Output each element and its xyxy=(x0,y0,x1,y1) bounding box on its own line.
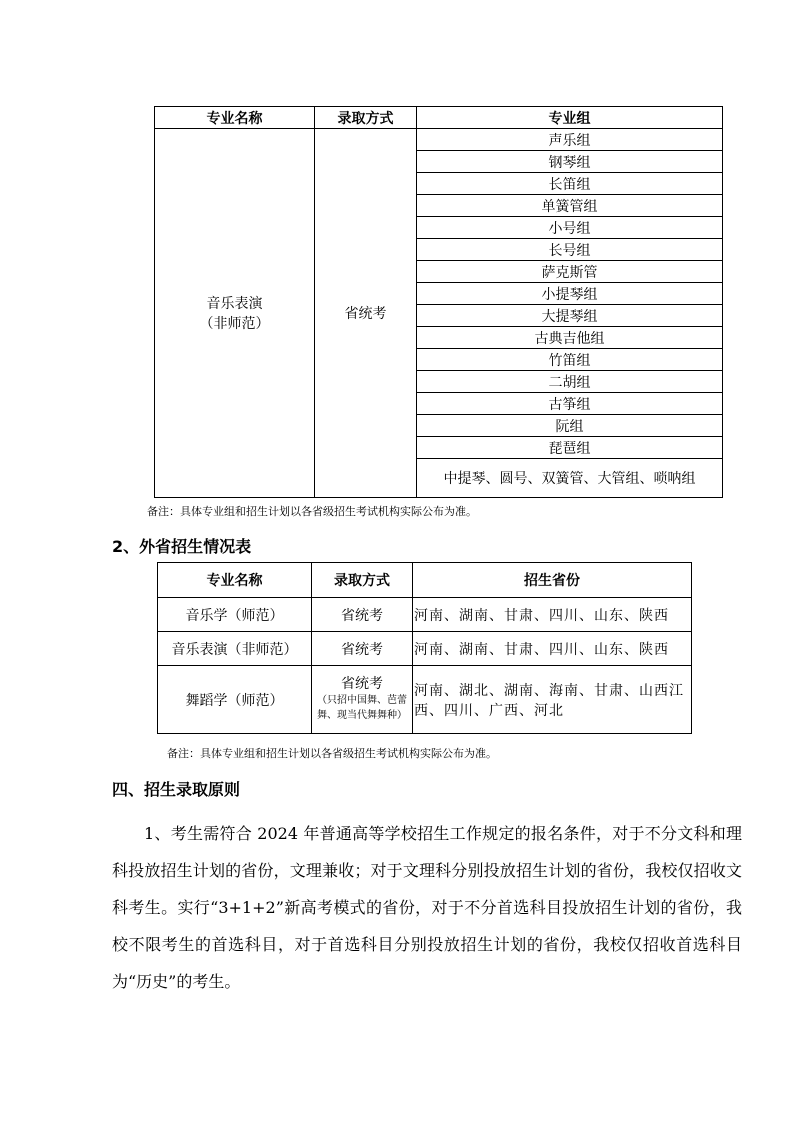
major-name: 音乐表演 xyxy=(206,296,263,312)
table-row xyxy=(158,666,692,734)
mode-cell: 省统考 xyxy=(312,598,413,632)
mode-text: 省统考 xyxy=(341,676,383,692)
header-major: 专业名称 xyxy=(155,107,315,129)
provinces-cell: 河南、湖南、甘肃、四川、山东、陕西 xyxy=(413,632,692,666)
major-cell: 音乐学（师范） xyxy=(158,598,312,632)
group-cell: 大提琴组 xyxy=(417,305,723,327)
table-row xyxy=(158,632,692,666)
major-note: （非师范） xyxy=(199,316,270,332)
header-provinces: 招生省份 xyxy=(413,563,692,598)
group-cell: 中提琴、圆号、双簧管、大管组、唢呐组 xyxy=(417,459,723,498)
group-cell: 二胡组 xyxy=(417,371,723,393)
group-cell: 小提琴组 xyxy=(417,283,723,305)
major-cell xyxy=(155,129,315,498)
group-cell: 琵琶组 xyxy=(417,437,723,459)
group-cell: 小号组 xyxy=(417,217,723,239)
mode-note: （只招中国舞、芭蕾舞、现当代舞舞种） xyxy=(317,695,407,721)
table-header-row xyxy=(155,107,723,129)
table-row xyxy=(155,129,723,151)
major-cell: 舞蹈学（师范） xyxy=(158,666,312,734)
group-cell: 单簧管组 xyxy=(417,195,723,217)
mode-cell: 省统考 xyxy=(312,632,413,666)
table-header-row xyxy=(158,563,692,598)
major-cell: 音乐表演（非师范） xyxy=(158,632,312,666)
header-mode: 录取方式 xyxy=(312,563,413,598)
provinces-cell: 河南、湖南、甘肃、四川、山东、陕西 xyxy=(413,598,692,632)
header-major: 专业名称 xyxy=(158,563,312,598)
mode-cell xyxy=(312,666,413,734)
group-cell: 竹笛组 xyxy=(417,349,723,371)
group-cell: 阮组 xyxy=(417,415,723,437)
group-cell: 古典吉他组 xyxy=(417,327,723,349)
section-heading: 四、招生录取原则 xyxy=(112,780,241,799)
provinces-table xyxy=(157,562,692,734)
major-groups-table xyxy=(154,106,723,498)
table1-note: 备注：具体专业组和招生计划以各省级招生考试机构实际公布为准。 xyxy=(147,505,477,518)
table-row xyxy=(158,598,692,632)
group-cell: 声乐组 xyxy=(417,129,723,151)
group-cell: 萨克斯管 xyxy=(417,261,723,283)
group-cell: 钢琴组 xyxy=(417,151,723,173)
group-cell: 古筝组 xyxy=(417,393,723,415)
group-cell: 长号组 xyxy=(417,239,723,261)
mode-cell: 省统考 xyxy=(315,129,417,498)
header-mode: 录取方式 xyxy=(315,107,417,129)
section-heading: 2、外省招生情况表 xyxy=(112,537,252,556)
table2-note: 备注：具体专业组和招生计划以各省级招生考试机构实际公布为准。 xyxy=(167,747,497,760)
body-paragraph: 1、考生需符合 2024 年普通高等学校招生工作规定的报名条件，对于不分文科和理科投放招生计划的省份，文理兼收；对于文理科分别投放招生计划的省份，我校仅招收文科考生。实行“3+1+2”新高考模式的省份，对于不分首选科目投放招生计划的省份，我校不限考生的首选科目，对于首选科目分别投放招生计划的省份，我校仅招收首选科目为“历史”的考生。 xyxy=(112,824,742,991)
provinces-cell: 河南、湖北、湖南、海南、甘肃、山西江西、四川、广西、河北 xyxy=(413,666,692,734)
header-group: 专业组 xyxy=(417,107,723,129)
group-cell: 长笛组 xyxy=(417,173,723,195)
